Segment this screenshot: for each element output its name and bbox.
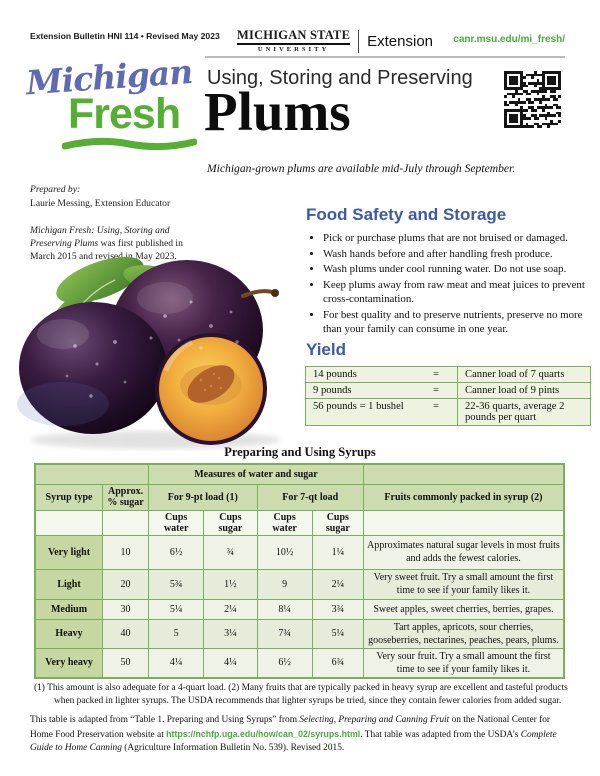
cups-sugar-header: Cups sugar xyxy=(312,510,363,535)
food-safety-bullet: • Keep plums away from raw meat and meat juices to prevent cross-contamination. xyxy=(323,278,587,307)
source-text: on the National Center for Home Food Preservation website at xyxy=(30,715,550,740)
fruits-note: Very sweet fruit. Try a small amount the first time to see if your family likes it. xyxy=(363,569,564,599)
water-7qt: 7¾ xyxy=(257,619,312,648)
sugar-7qt: 3¾ xyxy=(312,599,363,619)
yield-equals: = xyxy=(415,383,458,399)
plums-photo xyxy=(5,246,293,452)
publication-history-rest: was first published in March 2015 and revised in May 2023. xyxy=(30,238,183,263)
syrup-row xyxy=(35,569,564,599)
water-7qt: 6½ xyxy=(257,648,312,678)
sugar-7qt: 1¼ xyxy=(312,535,363,569)
msu-wordmark xyxy=(237,29,433,53)
yield-result: Canner load of 7 quarts xyxy=(458,367,591,383)
front-plum xyxy=(17,302,167,434)
source-title-2: Complete Guide to Home Canning xyxy=(30,729,557,754)
yield-amount: 56 pounds = 1 bushel xyxy=(306,399,416,426)
source-text: . That table was adapted from the USDA’s xyxy=(360,729,521,740)
sugar-9pt: 2¼ xyxy=(204,599,257,619)
source-text: This table is adapted from “Table 1. Preparing and Using Syrups” from xyxy=(30,715,300,725)
header-spacer xyxy=(103,510,149,535)
yield-row xyxy=(306,399,591,426)
water-9pt: 5 xyxy=(149,619,204,648)
wordmark-divider xyxy=(358,30,359,53)
source-text: (Agriculture Information Bulletin No. 539). Revised 2015. xyxy=(121,743,345,754)
logo-word-michigan: Michigan xyxy=(24,51,194,103)
syrup-type: Medium xyxy=(35,599,103,619)
yield-equals: = xyxy=(415,399,458,426)
water-9pt: 6½ xyxy=(149,535,204,569)
approx-sugar-header: Approx. % sugar xyxy=(103,484,149,510)
bulletin-number: Extension Bulletin HNI 114 • Revised May 2023 xyxy=(30,31,220,41)
cups-water-header: Cups water xyxy=(149,510,204,535)
syrup-type: Very heavy xyxy=(35,648,103,678)
source-paragraph xyxy=(30,714,567,756)
syrup-type-header: Syrup type xyxy=(35,484,103,510)
measures-header: Measures of water and sugar xyxy=(149,464,364,484)
fruits-header: Fruits commonly packed in syrup (2) xyxy=(363,484,564,510)
site-link[interactable]: canr.msu.edu/mi_fresh/ xyxy=(453,34,565,45)
cups-sugar-header: Cups sugar xyxy=(204,510,257,535)
syrup-type: Very light xyxy=(35,535,103,569)
syrup-row xyxy=(35,619,564,648)
prepared-by-label: Prepared by: xyxy=(30,184,81,195)
food-safety-list xyxy=(306,231,587,338)
water-9pt: 4¼ xyxy=(149,648,204,678)
msu-line2: UNIVERSITY xyxy=(257,45,330,53)
syrup-type: Heavy xyxy=(35,619,103,648)
prepared-by-block xyxy=(30,184,202,211)
food-safety-heading: Food Safety and Storage xyxy=(306,205,507,224)
header-spacer xyxy=(363,510,564,535)
sugar-7qt: 6¾ xyxy=(312,648,363,678)
logo-swoosh-icon xyxy=(62,136,197,152)
food-safety-bullet: • Wash hands before and after handling fresh produce. xyxy=(323,247,587,262)
sugar-pct: 50 xyxy=(103,648,149,678)
fruits-note: Very sour fruit. Try a small amount the first time to see if your family likes it. xyxy=(363,648,564,678)
sugar-pct: 30 xyxy=(103,599,149,619)
cut-plum xyxy=(155,333,267,445)
page-title: Plums xyxy=(204,81,351,142)
source-url-link[interactable]: https://nchfp.uga.edu/how/can_02/syrups.html xyxy=(166,728,361,739)
header-spacer xyxy=(363,464,564,484)
water-7qt: 9 xyxy=(257,569,312,599)
yield-amount: 14 pounds xyxy=(306,367,416,383)
yield-row xyxy=(306,367,591,383)
syrup-row xyxy=(35,535,564,569)
yield-amount: 9 pounds xyxy=(306,383,416,399)
water-7qt: 8¼ xyxy=(257,599,312,619)
logo-word-fresh: Fresh xyxy=(68,90,181,138)
header-rule xyxy=(205,56,565,58)
syrup-table-title: Preparing and Using Syrups xyxy=(224,445,376,459)
sugar-pct: 10 xyxy=(103,535,149,569)
prepared-by-name: Laurie Messing, Extension Educator xyxy=(30,197,171,209)
syrup-type: Light xyxy=(35,569,103,599)
load9-header: For 9-pt load (1) xyxy=(149,484,257,510)
water-9pt: 5¼ xyxy=(149,599,204,619)
food-safety-bullet: • For best quality and to preserve nutrients, preserve no more than your family can consume in one year. xyxy=(323,308,587,337)
publication-title: Michigan Fresh: Using, Storing and Preserving Plums xyxy=(30,225,170,250)
sugar-9pt: 1½ xyxy=(204,569,257,599)
syrup-row xyxy=(35,648,564,678)
syrup-table xyxy=(34,463,565,679)
sugar-9pt: ¾ xyxy=(204,535,257,569)
msu-logo-text xyxy=(237,29,350,53)
syrup-header-row-3 xyxy=(35,510,564,535)
yield-row xyxy=(306,383,591,399)
fruits-note: Tart apples, apricots, sour cherries, gooseberries, nectarines, peaches, pears, plums. xyxy=(363,619,564,648)
load7-header: For 7-qt load xyxy=(257,484,363,510)
sugar-7qt: 5¼ xyxy=(312,619,363,648)
msu-line1: MICHIGAN STATE xyxy=(237,29,350,45)
sugar-9pt: 4¼ xyxy=(204,648,257,678)
syrup-header-row-1 xyxy=(35,464,564,484)
syrup-row xyxy=(35,599,564,619)
water-9pt: 5¾ xyxy=(149,569,204,599)
fruits-note: Approximates natural sugar levels in most fruits and adds the fewest calories. xyxy=(363,535,564,569)
header-spacer xyxy=(35,510,103,535)
yield-result: Canner load of 9 pints xyxy=(458,383,591,399)
food-safety-bullet: • Wash plums under cool running water. Do not use soap. xyxy=(323,262,587,277)
fruits-note: Sweet apples, sweet cherries, berries, grapes. xyxy=(363,599,564,619)
cups-water-header: Cups water xyxy=(257,510,312,535)
sugar-pct: 20 xyxy=(103,569,149,599)
yield-result: 22-36 quarts, average 2 pounds per quart xyxy=(458,399,591,426)
sugar-7qt: 2¼ xyxy=(312,569,363,599)
michigan-fresh-logo xyxy=(24,51,211,152)
yield-table xyxy=(305,366,591,426)
syrup-header-row-2 xyxy=(35,484,564,510)
availability-note: Michigan-grown plums are available mid-July through September. xyxy=(207,162,516,175)
extension-label: Extension xyxy=(367,32,433,50)
sugar-pct: 40 xyxy=(103,619,149,648)
qr-code-icon xyxy=(504,71,561,128)
table-footnote: (1) This amount is also adequate for a 4-quart load. (2) Many fruits that are typically packed in heavy syrup are excellent and tasteful products when packed in lighter syrups. The USDA recommends that lighter syrups be tried, since they contain fewer calories from added sugar. xyxy=(34,683,568,707)
food-safety-bullet: • Pick or purchase plums that are not bruised or damaged. xyxy=(323,231,587,246)
source-title-1: Selecting, Preparing and Canning Fruit xyxy=(299,715,450,725)
water-7qt: 10½ xyxy=(257,535,312,569)
subtitle: Using, Storing and Preserving xyxy=(207,67,473,89)
yield-equals: = xyxy=(415,367,458,383)
header-spacer xyxy=(35,464,149,484)
sugar-9pt: 3¼ xyxy=(204,619,257,648)
yield-heading: Yield xyxy=(306,340,346,359)
